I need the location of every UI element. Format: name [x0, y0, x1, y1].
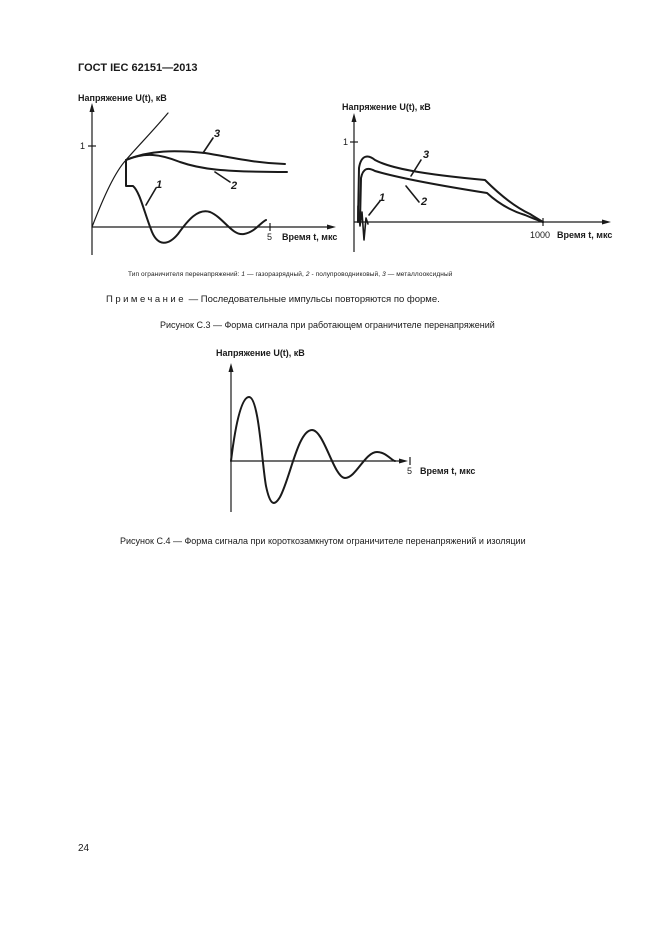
right-curve-label-1: 1 — [379, 192, 386, 204]
left-leader-3 — [203, 138, 213, 153]
left-envelope-curve — [92, 113, 168, 227]
left-curve-label-1: 1 — [156, 179, 163, 191]
left-curve-label-2: 2 — [231, 180, 238, 192]
c4-x-tick-label: 5 — [407, 466, 413, 476]
right-curve-label-2: 2 — [421, 196, 428, 208]
right-curve-label-3: 3 — [423, 149, 430, 161]
right-leader-2 — [406, 186, 419, 202]
left-x-axis-arrow — [327, 225, 336, 230]
page-number: 24 — [78, 843, 90, 854]
c4-x-axis-label: Время t, мкс — [420, 466, 476, 476]
left-curve-1 — [126, 160, 266, 243]
left-leader-2 — [215, 172, 230, 182]
left-y-axis-label: Напряжение U(t), кВ — [78, 93, 167, 103]
c4-y-axis-label: Напряжение U(t), кВ — [216, 348, 305, 358]
left-x-tick-label: 5 — [267, 232, 273, 242]
right-x-axis-label: Время t, мкс — [557, 230, 613, 240]
left-curve-2 — [126, 155, 287, 172]
left-x-axis-label: Время t, мкс — [282, 232, 338, 242]
note-label: Примечание — [106, 294, 186, 305]
left-curve-3 — [126, 151, 285, 164]
c4-y-axis-arrow — [229, 363, 234, 372]
left-y-axis-arrow — [90, 103, 95, 112]
c4-chart-axes — [229, 363, 411, 512]
figure-c3-legend: Тип ограничителя перенапряжений: 1 — газоразрядный, 2 - полупроводниковый, 3 — металлооксидный — [128, 271, 453, 278]
left-leader-1 — [146, 188, 156, 205]
right-leader-3 — [411, 160, 421, 176]
c4-x-axis-arrow — [399, 459, 408, 464]
right-y-axis-arrow — [352, 113, 357, 122]
right-y-tick-label: 1 — [343, 137, 349, 147]
figure-c4-caption: Рисунок С.4 — Форма сигнала при короткозамкнутом ограничителе перенапряжений и изоляции — [120, 536, 526, 546]
right-x-tick-label: 1000 — [530, 230, 551, 240]
c4-damped-oscillation-curve — [231, 397, 395, 503]
figure-c3-caption: Рисунок С.3 — Форма сигнала при работающем ограничителе перенапряжений — [160, 320, 495, 330]
right-y-axis-label: Напряжение U(t), кВ — [342, 102, 431, 112]
figure-c3-note — [106, 294, 440, 305]
right-x-axis-arrow — [602, 220, 611, 225]
note-text: — Последовательные импульсы повторяются по форме. — [186, 294, 440, 305]
left-curve-label-3: 3 — [214, 128, 221, 140]
left-y-tick-label: 1 — [80, 141, 86, 151]
document-header: ГОСТ IEC 62151—2013 — [78, 62, 198, 74]
